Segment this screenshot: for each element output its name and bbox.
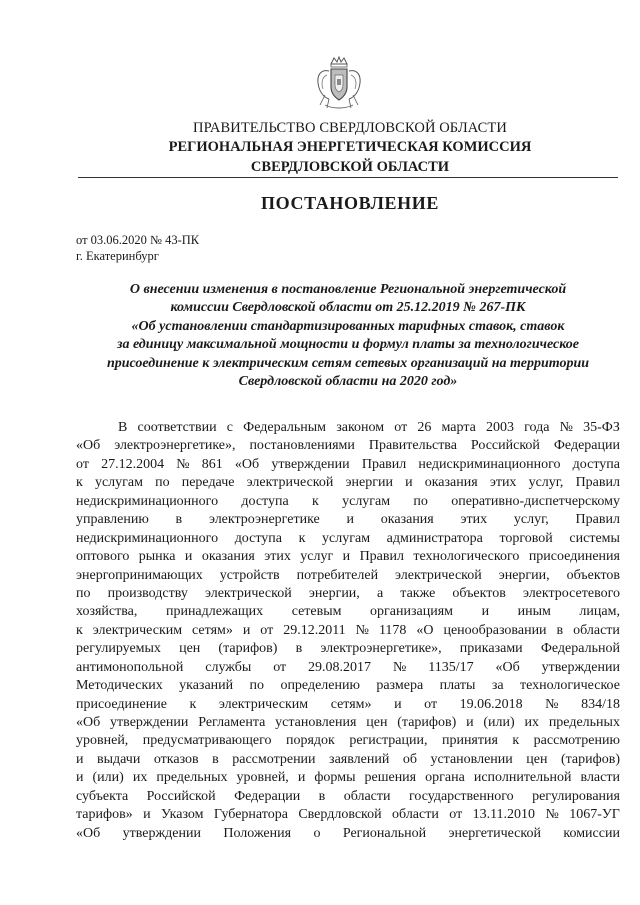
region-name: СВЕРДЛОВСКОЙ ОБЛАСТИ bbox=[250, 159, 450, 175]
commission-name: РЕГИОНАЛЬНАЯ ЭНЕРГЕТИЧЕСКАЯ КОМИССИЯ bbox=[168, 139, 532, 155]
body-line: антимонопольной службы от 29.08.2017 № 1135/17 «Об утверждении bbox=[76, 659, 620, 675]
subject-line: за единицу максимальной мощности и формул платы за технологическое bbox=[116, 337, 579, 353]
body-line: к электрическим сетям» и от 29.12.2011 № 1178 «О ценообразовании в области bbox=[76, 622, 620, 638]
subject-line: О внесении изменения в постановление Региональной энергетической bbox=[129, 282, 567, 297]
body-line: по производству электрической энергии, а также объектов электросетевого bbox=[76, 585, 620, 601]
body-line: к услугам по передаче электрической энергии и оказания этих услуг, Правил bbox=[76, 475, 620, 491]
body-line: субъекта Российской Федерации в области государственного регулирования bbox=[76, 788, 620, 804]
body-line: энергопринимающих устройств потребителей электрической энергии, объектов bbox=[76, 567, 620, 583]
body-line: недискриминационного доступа к услугам по оперативно-диспетчерскому bbox=[76, 493, 620, 509]
document-date-number: от 03.06.2020 № 43-ПК bbox=[76, 233, 200, 247]
body-line: хозяйства, принадлежащих сетевым организациям и иным лицам, bbox=[76, 604, 620, 620]
document-city: г. Екатеринбург bbox=[76, 249, 159, 263]
body-line: оптового рынка и оказания этих услуг и Правил технологического присоединения bbox=[76, 549, 620, 565]
document-body bbox=[76, 419, 620, 843]
coat-of-arms-icon bbox=[313, 55, 365, 111]
body-line: от 27.12.2004 № 861 «Об утверждении Правил недискриминационного доступа bbox=[76, 456, 620, 472]
body-line: тарифов» и Указом Губернатора Свердловской области от 13.11.2010 № 1067-УГ bbox=[76, 807, 620, 823]
subject-line: комиссии Свердловской области от 25.12.2019 № 267-ПК bbox=[170, 300, 526, 316]
document-title: ПОСТАНОВЛЕНИЕ bbox=[261, 193, 439, 213]
body-line: Методических указаний по определению размера платы за технологическое bbox=[76, 678, 620, 694]
body-line: В соответствии с Федеральным законом от 26 марта 2003 года № 35-ФЗ bbox=[118, 420, 620, 435]
document-subject bbox=[78, 281, 618, 391]
body-line: управлению в электроэнергетике и оказания этих услуг, Правил bbox=[76, 512, 620, 528]
body-line: «Об электроэнергетике», постановлениями Правительства Российской Федерации bbox=[76, 438, 620, 454]
body-line: уровней, предусматривающего порядок регистрации, принятия к рассмотрению bbox=[76, 733, 620, 749]
subject-line: присоединение к электрическим сетям сетевых организаций на территории bbox=[106, 355, 590, 371]
body-line: недискриминационного доступа к услугам администратора торговой системы bbox=[76, 530, 620, 546]
body-line: присоединение к электрическим сетям» и от 19.06.2018 № 834/18 bbox=[76, 696, 620, 712]
body-line: регулируемых цен (тарифов) в электроэнергетике», приказами Федеральной bbox=[76, 641, 620, 657]
body-line: и выдачи отказов в рассмотрении заявлений об установлении цен (тарифов) bbox=[76, 751, 620, 767]
header-divider bbox=[78, 177, 618, 178]
body-line: «Об утверждении Положения о Региональной энергетической комиссии bbox=[76, 825, 620, 841]
subject-line: «Об установлении стандартизированных тарифных ставок, ставок bbox=[131, 318, 565, 334]
body-line: и (или) их предельных уровней, и формы решения органа исполнительной власти bbox=[76, 770, 620, 786]
body-line: «Об утверждении Регламента установления цен (тарифов) и (или) их предельных bbox=[76, 715, 620, 730]
subject-line: Свердловской области на 2020 год» bbox=[238, 374, 458, 390]
government-name: ПРАВИТЕЛЬСТВО СВЕРДЛОВСКОЙ ОБЛАСТИ bbox=[193, 120, 507, 136]
